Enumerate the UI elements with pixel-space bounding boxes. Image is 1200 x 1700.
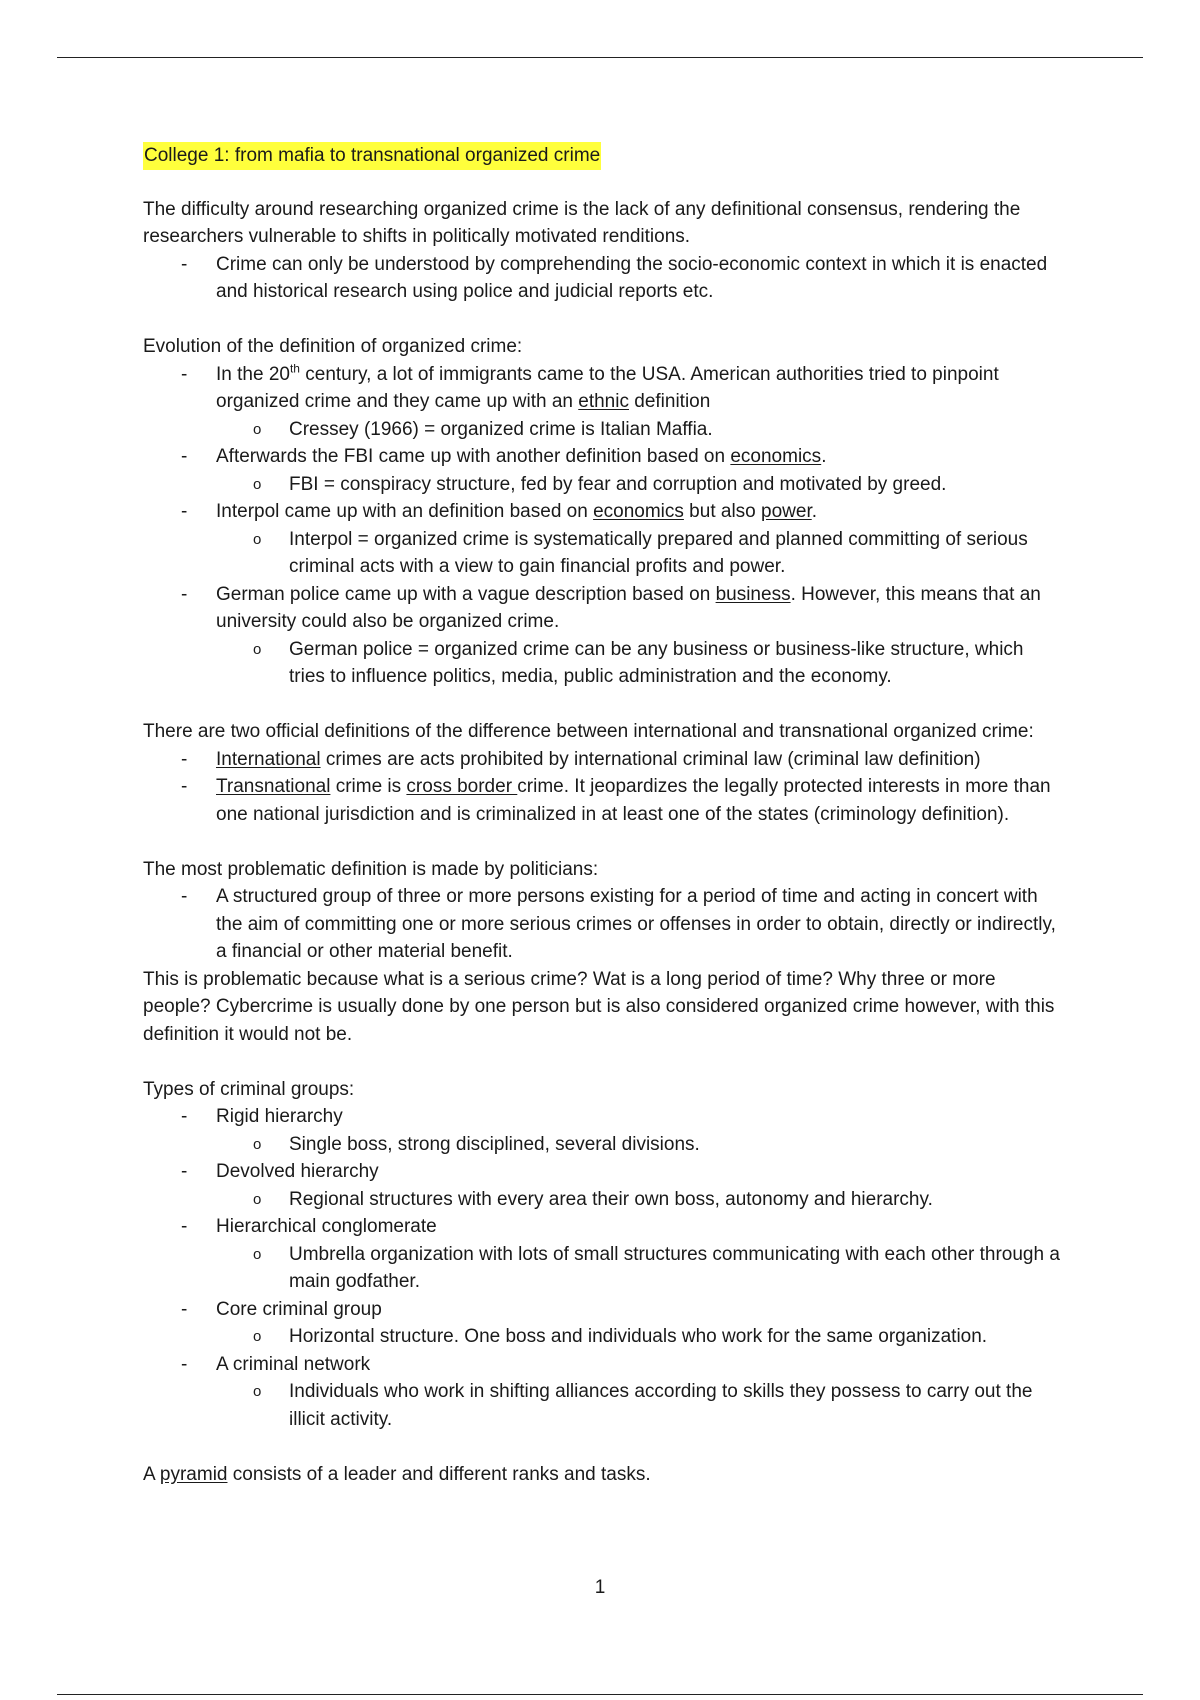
underlined-term: pyramid <box>159 1463 228 1485</box>
underlined-term: business <box>715 583 791 605</box>
underlined-term: International <box>216 748 321 770</box>
politicians-commentary: This is problematic because what is a serious crime? Wat is a long period of time? Why three or more people? Cybercrime is usually done by one person but is also considered organized crime however, with this definition it would not be. <box>143 968 1055 1045</box>
section-title-evolution: Evolution of the definition of organized crime: <box>143 336 523 357</box>
circle-bullet: o <box>253 1135 262 1153</box>
dash-bullet: - <box>181 583 188 605</box>
footer-rule <box>57 1694 1143 1695</box>
circle-bullet: o <box>253 640 262 658</box>
section-title-types: Types of criminal groups: <box>143 1078 355 1100</box>
section-title-official: There are two official definitions of the difference between international and transnational organized crime: <box>143 721 1034 742</box>
dash-bullet: - <box>181 748 188 770</box>
circle-bullet: o <box>253 420 262 438</box>
list-subitem: o German police = organized crime can be any business or business-like structure, which tries to influence politics, media, public administration and the economy. <box>143 636 1063 691</box>
list-item: - Interpol came up with an definition based on economics but also power. <box>143 498 1063 526</box>
list-item: - Afterwards the FBI came up with another definition based on economics. <box>143 443 1063 471</box>
page-number: 1 <box>594 1577 606 1598</box>
underlined-term: power <box>761 501 812 522</box>
dash-bullet: - <box>181 363 188 385</box>
dash-bullet: - <box>181 776 188 797</box>
pyramid-paragraph: A pyramid consists of a leader and different ranks and tasks. <box>143 1463 651 1485</box>
page-title: College 1: from mafia to transnational organized crime <box>143 142 601 170</box>
dash-bullet: - <box>181 446 188 467</box>
list-subitem: o Umbrella organization with lots of small structures communicating with each other through a main godfather. <box>143 1241 1063 1296</box>
dash-bullet: - <box>181 1106 188 1127</box>
list-item: - A structured group of three or more persons existing for a period of time and acting in concert with the aim of committing one or more serious crimes or offenses in order to obtain, directly or indirectly, a financial or other material benefit. <box>143 883 1063 966</box>
circle-bullet: o <box>253 1383 262 1400</box>
list-item: - A criminal network <box>143 1351 1063 1379</box>
list-item: - Transnational crime is cross border crime. It jeopardizes the legally protected interests in more than one national jurisdiction and is criminalized in at least one of the states (criminology definition). <box>143 773 1063 828</box>
list-subitem: o Regional structures with every area their own boss, autonomy and hierarchy. <box>143 1186 1063 1214</box>
circle-bullet: o <box>253 1328 262 1345</box>
list-item: - Core criminal group <box>143 1296 1063 1324</box>
list-item: - German police came up with a vague description based on business. However, this means that an university could also be organized crime. <box>143 581 1063 636</box>
list-item: - International crimes are acts prohibited by international criminal law (criminal law definition) <box>143 746 1063 774</box>
dash-bullet: - <box>181 1161 188 1182</box>
list-subitem: o Interpol = organized crime is systematically prepared and planned committing of serious criminal acts with a view to gain financial profits and power. <box>143 526 1063 581</box>
list-item: - Devolved hierarchy <box>143 1158 1063 1186</box>
intro-paragraph: The difficulty around researching organized crime is the lack of any definitional consensus, rendering the researchers vulnerable to shifts in politically motivated renditions. <box>143 198 1021 247</box>
dash-bullet: - <box>181 886 188 907</box>
circle-bullet: o <box>253 1190 262 1208</box>
document-body <box>143 142 1063 1488</box>
dash-bullet: - <box>181 1298 188 1320</box>
section-title-politicians: The most problematic definition is made by politicians: <box>143 858 599 880</box>
list-item: - Crime can only be understood by comprehending the socio-economic context in which it is enacted and historical research using police and judicial reports etc. <box>143 251 1063 306</box>
list-subitem: o Cressey (1966) = organized crime is Italian Maffia. <box>143 416 1063 444</box>
underlined-term: ethnic <box>578 391 629 412</box>
circle-bullet: o <box>253 1245 262 1263</box>
list-subitem: o Individuals who work in shifting alliances according to skills they possess to carry out the illicit activity. <box>143 1378 1063 1433</box>
list-item: - Hierarchical conglomerate <box>143 1213 1063 1241</box>
list-item: - In the 20th century, a lot of immigrants came to the USA. American authorities tried to pinpoint organized crime and they came up with an ethnic definition <box>181 361 999 412</box>
list-item: - Rigid hierarchy <box>143 1103 1063 1131</box>
underlined-term: Transnational <box>216 776 331 797</box>
circle-bullet: o <box>253 530 262 548</box>
list-subitem: o Single boss, strong disciplined, several divisions. <box>143 1131 1063 1159</box>
dash-bullet: - <box>181 1353 188 1375</box>
dash-bullet: - <box>181 1216 188 1237</box>
dash-bullet: - <box>181 253 188 275</box>
dash-bullet: - <box>181 501 188 522</box>
circle-bullet: o <box>253 475 262 493</box>
list-subitem: o FBI = conspiracy structure, fed by fear and corruption and motivated by greed. <box>143 471 1063 499</box>
list-subitem: o Horizontal structure. One boss and individuals who work for the same organization. <box>143 1323 1063 1351</box>
header-rule <box>57 57 1143 58</box>
underlined-term: cross border <box>406 776 518 797</box>
underlined-term: economics <box>730 446 822 467</box>
underlined-term: economics <box>593 501 684 522</box>
